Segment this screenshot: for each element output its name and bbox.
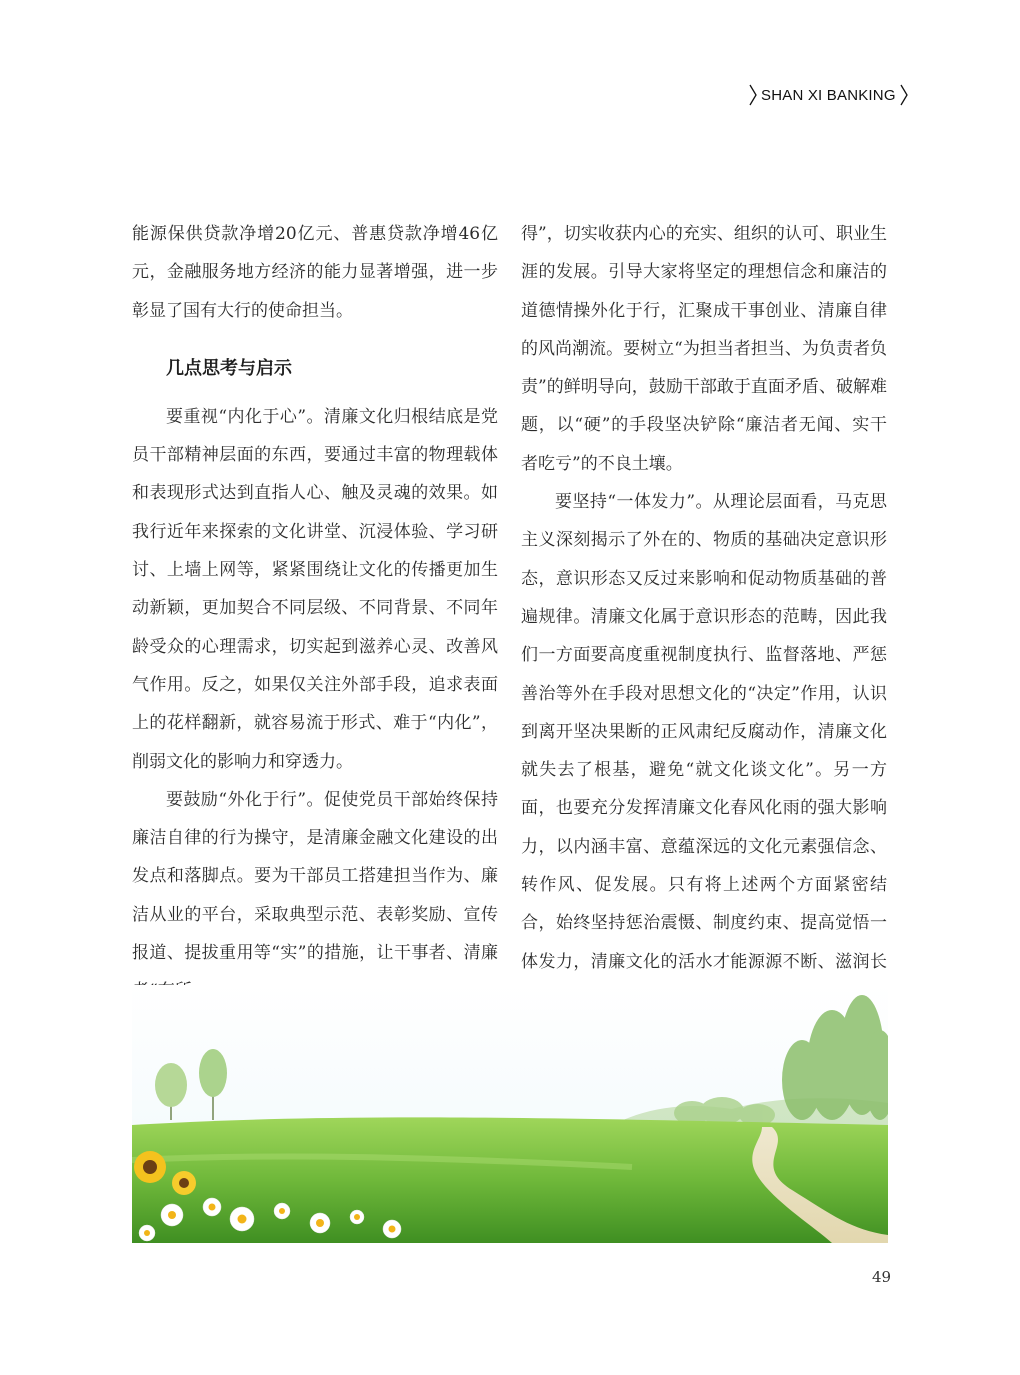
section-heading: 几点思考与启示 [166,357,292,379]
paragraph: 要鼓励“外化于行”。促使党员干部始终保持廉洁自律的行为操守，是清廉金融文化建设的出发点和落脚点。要为干部员工搭建担当作为、廉洁从业的平台，采取典型示范、表彰奖励、宣传报道、提拔重用等“实”的措施，让干事者、清廉 [132,789,498,964]
paragraph: 能源保供贷款净增20亿元、普惠贷款净增46亿元，金融服务地方经济的能力显著增强，进一步彰显了国有大行的使命担当。 [132,224,498,321]
bracket-left-icon [749,84,757,106]
left-column [132,215,498,1011]
right-column [521,215,887,1022]
page-number: 49 [872,1268,892,1286]
running-header [749,84,908,106]
landscape-photo [132,985,888,1243]
paragraph: 得”，切实收获内心的充实、组织的认可、职业生涯的发展。引导大家将坚定的理想信念和廉洁的道德情操外化于行，汇聚成干事创业、清廉自律的风尚潮流。要树立“为担当者担当、为负责者负责”的鲜明导向，鼓励干部敢于直面矛盾、破解难题，以“硬”的手段坚决铲除“廉洁者无闻、实干者吃亏”的不良土壤。 [521,224,887,474]
paragraph-text: 要坚持“一体发力”。从理论层面看，马克思主义深刻揭示了外在的、物质的基础决定意识形态，意识形态又反过来影响和促动物质基础的普遍规律。清廉文化属于意识形态的范畴，因此我们一方面要高度重视制度执行、监督落地、严惩善治等外在手段对思想文化的“决定”作用，认识到离开坚决果断的正风肃纪反腐动作，清廉文化就失去了根基，避免“就文化谈文化”。另一方面，也要充分发挥清廉文化春风化雨的强大影响力，以内涵丰富、意蕴深远的文化元素强信念、转作风、促发展。只有将上述两个方面紧密结合，始终坚持惩治震慑、制度约束、提高觉悟一体发力，清廉文化的活水才能源源不断、滋润长 [521,492,887,972]
bracket-right-icon [900,84,908,106]
header-title: SHAN XI BANKING [761,86,896,104]
paragraph: 要重视“内化于心”。清廉文化归根结底是党员干部精神层面的东西，要通过丰富的物理载体和表现形式达到直指人心、触及灵魂的效果。如我行近年来探索的文化讲堂、沉浸体验、学习研讨、上墙上网等，紧紧围绕让文化的传播更加生动新颖，更加契合不同层级、不同背景、不同年龄受众的心理需求，切实起到滋养心灵、改善风气作用。反之，如果仅关注外部手段，追求表面上的花样翻新，就容易流于形式、难于“内化”，削弱文化的影响力和穿透力。 [132,406,498,772]
paragraph [521,483,887,1022]
